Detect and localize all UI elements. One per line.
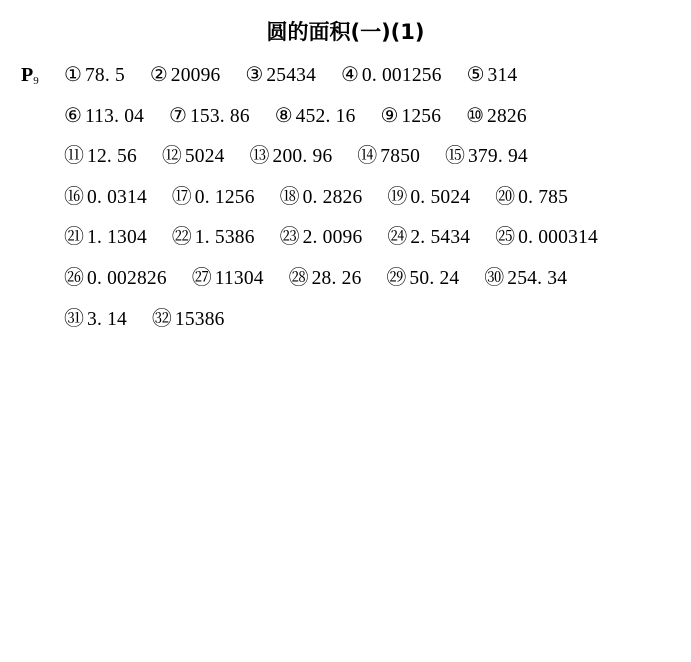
answer-item [280, 182, 363, 212]
answer-number: ㉔ [387, 224, 408, 249]
answer-number: ㉚ [484, 264, 505, 289]
answer-row [64, 60, 684, 101]
answer-number: ⑱ [279, 183, 300, 208]
answer-value: 0. 2826 [302, 186, 363, 208]
answer-value: 113. 04 [84, 105, 145, 127]
answer-value: 12. 56 [87, 146, 137, 168]
answer-number: ㉖ [64, 264, 84, 289]
answer-number: ㉘ [288, 264, 309, 289]
answer-value: 20096 [170, 65, 221, 86]
answer-item [445, 141, 528, 171]
answer-item [341, 60, 442, 90]
answer-item [289, 263, 362, 293]
answer-row [64, 263, 684, 304]
answer-item [280, 222, 363, 252]
answer-number: ㉗ [191, 264, 212, 289]
answer-number: ⑩ [466, 102, 484, 127]
answer-number: ③ [245, 62, 264, 86]
page-number-label [21, 62, 39, 94]
page-letter: P [21, 64, 34, 86]
answer-item [250, 141, 333, 171]
answer-item [64, 263, 167, 293]
answer-number: ㉕ [495, 224, 516, 249]
answer-number: ⑮ [444, 143, 465, 168]
answer-list [64, 60, 684, 344]
answer-value: 254. 34 [507, 267, 568, 289]
answer-item [64, 141, 137, 171]
answer-item [467, 60, 518, 90]
answer-value: 0. 000314 [518, 227, 598, 249]
answer-number: ⑬ [249, 143, 270, 168]
answer-item [192, 263, 264, 293]
answer-number: ㉒ [171, 224, 192, 249]
answer-row [64, 141, 684, 182]
answer-item [380, 101, 441, 131]
answer-item [172, 182, 255, 212]
answer-value: 5024 [184, 146, 225, 168]
answer-number: ⑤ [466, 62, 485, 86]
answer-value: 7850 [380, 146, 421, 168]
answer-value: 452. 16 [295, 105, 356, 127]
answer-item [64, 222, 147, 252]
answer-number: ⑫ [161, 143, 182, 168]
answer-value: 2826 [487, 105, 527, 127]
answer-item [64, 182, 147, 212]
answer-value: 11304 [214, 267, 264, 289]
answer-value: 15386 [174, 308, 225, 330]
answer-value: 2. 5434 [410, 227, 471, 249]
answer-value: 28. 26 [311, 267, 362, 289]
answer-number: ⑰ [171, 183, 192, 208]
answer-number: ⑳ [495, 183, 516, 208]
answer-value: 50. 24 [409, 267, 460, 289]
answer-value: 3. 14 [87, 308, 127, 330]
answer-item [495, 182, 568, 212]
answer-number: ② [149, 62, 168, 86]
answer-item [245, 60, 316, 90]
answer-value: 0. 785 [518, 186, 569, 208]
answer-item [64, 60, 125, 90]
answer-item [484, 263, 567, 293]
answer-value: 78. 5 [84, 65, 125, 86]
answer-value: 200. 96 [272, 146, 333, 168]
answer-item [169, 101, 250, 131]
answer-value: 153. 86 [189, 105, 250, 127]
answer-item [387, 182, 470, 212]
answer-row [64, 182, 684, 223]
answer-number: ⑦ [169, 102, 187, 127]
answer-value: 0. 5024 [410, 186, 471, 208]
answer-number: ⑧ [274, 102, 293, 127]
answer-value: 25434 [266, 65, 317, 86]
answer-item [64, 101, 144, 131]
answer-value: 1256 [401, 105, 442, 127]
answer-number: ④ [340, 62, 359, 86]
answer-number: ① [64, 62, 82, 86]
answer-item [64, 304, 127, 334]
answer-number: ㉛ [64, 305, 84, 330]
answer-number: ㉙ [386, 264, 407, 289]
answer-number: ㉑ [64, 224, 84, 249]
answer-number: ⑲ [387, 183, 408, 208]
answer-value: 2. 0096 [302, 227, 363, 249]
answer-number: ㉜ [151, 305, 172, 330]
answer-item [357, 141, 420, 171]
answer-item [386, 263, 459, 293]
answer-value: 0. 002826 [87, 267, 167, 289]
answer-item [387, 222, 470, 252]
answer-value: 0. 1256 [194, 186, 255, 208]
answer-item [275, 101, 356, 131]
answer-item [150, 60, 221, 90]
answer-item [466, 101, 527, 131]
answer-item [172, 222, 255, 252]
answer-number: ⑭ [357, 143, 378, 168]
answer-row [64, 101, 684, 142]
answer-number: ⑨ [380, 102, 399, 127]
answer-number: ⑥ [64, 102, 82, 127]
answer-number: ⑪ [64, 143, 84, 168]
page-number: 9 [33, 75, 39, 87]
page-title: 圆的面积(一)(1) [266, 20, 425, 44]
answer-row [64, 222, 684, 263]
answer-item [495, 222, 598, 252]
answer-row [64, 304, 684, 345]
answer-value: 1. 5386 [194, 227, 255, 249]
answer-value: 379. 94 [467, 146, 528, 168]
answer-value: 1. 1304 [87, 227, 147, 249]
answer-value: 314 [487, 65, 518, 86]
answer-value: 0. 0314 [87, 186, 147, 208]
answer-number: ㉓ [279, 224, 300, 249]
answer-item [162, 141, 225, 171]
answer-value: 0. 001256 [361, 65, 442, 86]
answer-item [152, 304, 225, 334]
answer-number: ⑯ [64, 183, 84, 208]
